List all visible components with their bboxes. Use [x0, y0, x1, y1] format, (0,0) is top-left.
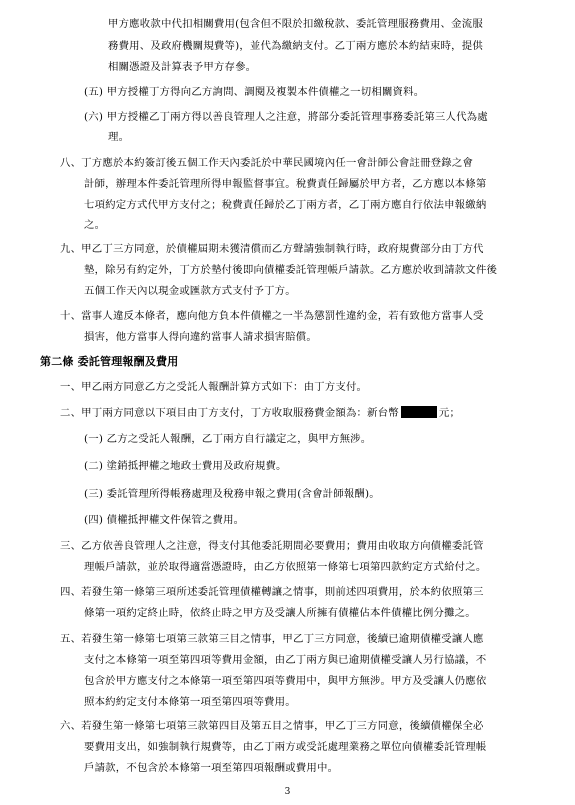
text-line: 甲方應收款中代扣相關費用(包含但不限於扣繳稅款、委託管理服務費用、金流服 — [108, 18, 483, 30]
clause-9: 九、甲乙丁三方同意，於債權屆期未獲清償而乙方聲請強制執行時，政府規費部分由丁方代 — [60, 243, 484, 255]
text-line: 支付之本條第一項至第四項等費用金額，由乙丁兩方與已逾期債權受讓人另行協議，不 — [84, 654, 487, 666]
clause-2-item-4: (四) 債權抵押權文件保管之費用。 — [84, 514, 245, 526]
text-line: 要費用支出，如強制執行規費等，由乙丁兩方或受託處理業務之單位向債權委託管理帳 — [84, 741, 487, 753]
clause-1: 一、甲乙兩方同意乙方之受託人報酬計算方式如下：由丁方支付。 — [60, 381, 368, 393]
text-line: 損害，他方當事人得向違約當事人請求損害賠償。 — [84, 331, 317, 343]
clause-2-item-2: (二) 塗銷抵押權之地政士費用及政府規費。 — [84, 460, 287, 472]
text-line: 五個工作天內以現金或匯款方式支付予丁方。 — [84, 285, 296, 297]
clause-item-6: (六) 甲方授權乙丁兩方得以善良管理人之注意，將部分委託管理事務委託第三人代為處 — [84, 111, 488, 123]
text-line: 計師，辦理本件委託管理所得申報監督事宜。稅費責任歸屬於甲方者，乙方應以本條第 — [84, 178, 487, 190]
text-line: 務費用、及政府機關規費等)，並代為繳納支付。乙丁兩方應於本約結束時，提供 — [108, 40, 483, 52]
clause-2-text: 二、甲丁兩方同意以下項目由丁方支付，丁方收取服務費金額為：新台幣 — [60, 407, 399, 419]
clause-2 — [60, 406, 460, 419]
text-line: 相關憑證及計算表予甲方存參。 — [108, 61, 257, 73]
clause-2-item-3: (三) 委託管理所得帳務處理及稅務申報之費用(含會計師報酬)。 — [84, 488, 380, 500]
clause-6: 六、若發生第一條第七項第三款第四目及第五目之情事，甲乙丁三方同意，後續債權保全必 — [60, 720, 484, 732]
text-line: 理帳戶請款，並於取得適當憑證時，由乙方依照第一條第七項第四款約定方式給付之。 — [84, 561, 487, 573]
clause-2-item-1: (一) 乙方之受託人報酬，乙丁兩方自行議定之，與甲方無涉。 — [84, 433, 372, 445]
text-line: 條第一項約定終止時，依終止時之甲方及受讓人所擁有債權佔本件債權比例分攤之。 — [84, 607, 476, 619]
text-line: 理。 — [108, 131, 130, 143]
clause-8: 八、丁方應於本約簽訂後五個工作天內委託於中華民國境內任一會計師公會註冊登錄之會 — [60, 157, 474, 169]
redacted-amount — [401, 406, 437, 418]
page-number: 3 — [284, 787, 291, 797]
clause-item-5: (五) 甲方授權丁方得向乙方詢問、調閱及複製本件債權之一切相關資料。 — [84, 86, 425, 98]
text-line: 戶請款，不包含於本條第一項至第四項報酬或費用中。 — [84, 762, 339, 774]
text-line: 之。 — [84, 219, 106, 231]
text-line: 七項約定方式代甲方支付之；稅費責任歸於乙丁兩方者，乙丁兩方應自行依法申報繳納 — [84, 199, 487, 211]
clause-4: 四、若發生第一條第三項所述委託管理債權轉讓之情事，則前述四項費用，於本約依照第三 — [60, 586, 484, 598]
text-line: 照本約約定支付本條第一項至第四項等費用。 — [84, 696, 296, 708]
clause-5: 五、若發生第一條第七項第三款第三目之情事，甲乙丁三方同意，後續已逾期債權受讓人應 — [60, 633, 484, 645]
text-line: 包含於甲方應支付之本條第一項至第四項等費用中，與甲方無涉。甲方及受讓人仍應依 — [84, 675, 487, 687]
clause-10: 十、當事人違反本條者，應向他方負本件債權之一半為懲罰性違約金，若有致他方當事人受 — [60, 310, 484, 322]
text-line: 墊，除另有約定外，丁方於墊付後即向債權委託管理帳戶請款。乙方應於收到請款文件後 — [84, 264, 498, 276]
clause-2-unit: 元； — [438, 407, 461, 419]
section-heading: 第二條 委託管理報酬及費用 — [40, 355, 179, 368]
clause-3: 三、乙方依善良管理人之注意，得支付其他委託期間必要費用；費用由收取方向債權委託管 — [60, 540, 484, 552]
